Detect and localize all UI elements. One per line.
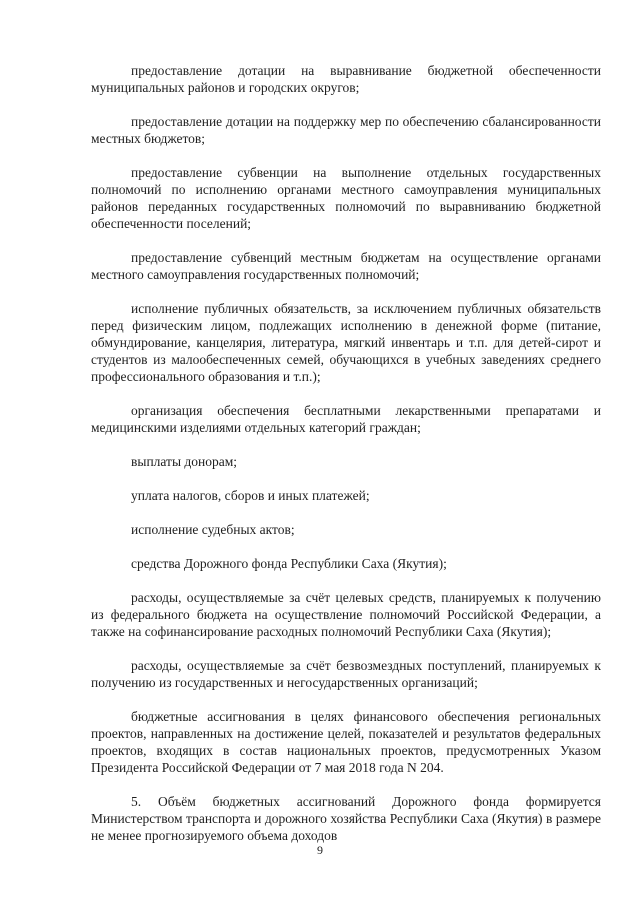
paragraph: предоставление субвенций местным бюджетам на осуществление органами местного самоуправления государственных полномочий; — [91, 250, 601, 282]
paragraph: предоставление субвенции на выполнение отдельных государственных полномочий по исполнению органами местного самоуправления муниципальных районов переданных государственных полномочий по выравниванию бюджетной обеспеченности поселений; — [91, 165, 601, 231]
paragraph: исполнение судебных актов; — [131, 522, 295, 537]
paragraph: бюджетные ассигнования в целях финансового обеспечения региональных проектов, направленных на достижение целей, показателей и результатов федеральных проектов, входящих в состав национальных проектов, предусмотренных Указом Президента Российской Федерации от 7 мая 2018 года N 204. — [91, 709, 601, 775]
paragraph: выплаты донорам; — [131, 454, 238, 469]
paragraph: уплата налогов, сборов и иных платежей; — [131, 488, 370, 503]
page-body — [91, 62, 601, 858]
paragraph: расходы, осуществляемые за счёт целевых средств, планируемых к получению из федерального бюджета на осуществление полномочий Российской Федерации, а также на софинансирование расходных полномочий Республики Саха (Якутия); — [91, 590, 601, 639]
page-number: 9 — [317, 843, 323, 857]
paragraph: 5. Объём бюджетных ассигнований Дорожного фонда формируется Министерством транспорта и дорожного хозяйства Республики Саха (Якутия) в размере не менее прогнозируемого объема доходов — [91, 794, 601, 843]
paragraph: организация обеспечения бесплатными лекарственными препаратами и медицинскими изделиями отдельных категорий граждан; — [91, 403, 601, 435]
paragraph: предоставление дотации на поддержку мер по обеспечению сбалансированности местных бюджетов; — [91, 114, 601, 146]
paragraph: расходы, осуществляемые за счёт безвозмездных поступлений, планируемых к получению из государственных и негосударственных организаций; — [91, 658, 601, 690]
paragraph: исполнение публичных обязательств, за исключением публичных обязательств перед физическим лицом, подлежащих исполнению в денежной форме (питание, обмундирование, канцелярия, литература, мягкий инвентарь и т.п. для детей-сирот и студентов из малообеспеченных семей, обучающихся в учебных заведениях среднего профессионального образования и т.п.); — [91, 301, 601, 384]
paragraph: предоставление дотации на выравнивание бюджетной обеспеченности муниципальных районов и городских округов; — [91, 63, 601, 95]
paragraph: средства Дорожного фонда Республики Саха (Якутия); — [131, 556, 447, 571]
